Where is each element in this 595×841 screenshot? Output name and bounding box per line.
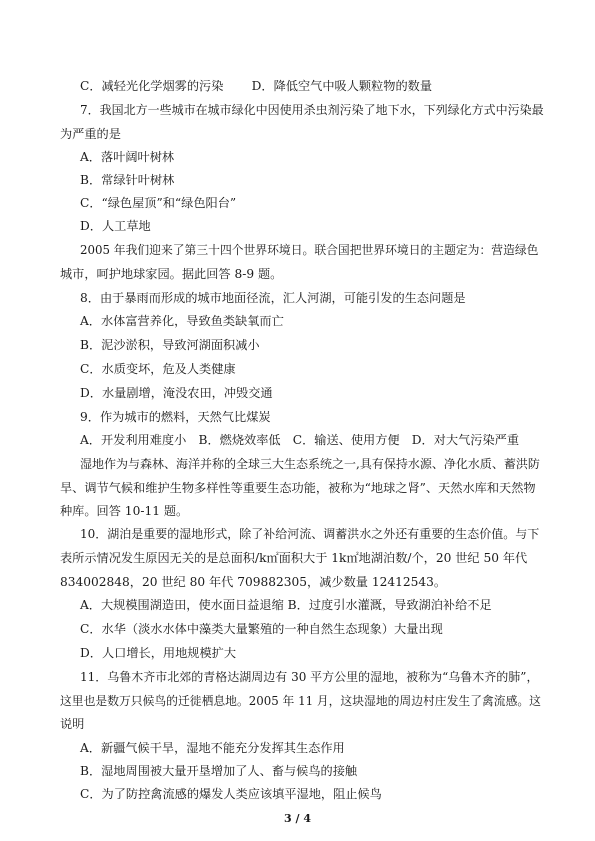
question-10-line-3: 834002848，20 世纪 80 年代 709882305，减少数量 12412543。 <box>60 575 447 589</box>
option-b: B．泥沙淤积，导致河湖面积减小 <box>80 338 260 352</box>
question-11-line-1: 11．乌鲁木齐市北郊的青格达湖周边有 30 平方公里的湿地，被称为“乌鲁木齐的肺”， <box>80 670 539 684</box>
option-a: A．水体富营养化，导致鱼类缺氧而亡 <box>80 314 284 328</box>
question-8: 8．由于暴雨而形成的城市地面径流，汇人河湖，可能引发的生态问题是 <box>80 291 466 305</box>
page-number: 3 / 4 <box>284 812 311 825</box>
option-a: A．落叶阔叶树林 <box>80 150 175 164</box>
option-b: B．常绿针叶树林 <box>80 173 175 187</box>
question-11-line-3: 说明 <box>60 717 85 731</box>
option-b: B．湿地周围被大量开垦增加了人、畜与候鸟的接触 <box>80 764 358 778</box>
passage-2-line-1: 湿地作为与森林、海洋并称的全球三大生态系统之一,具有保持水源、净化水质、蓄洪防 <box>80 457 540 471</box>
option-d: D．水量剧增，淹没农田，冲毁交通 <box>80 386 273 400</box>
question-7-line-2: 为严重的是 <box>60 127 121 141</box>
question-9: 9．作为城市的燃料，天然气比煤炭 <box>80 410 271 424</box>
option-c: C．水华（淡水水体中藻类大量繁殖的一种自然生态现象）大量出现 <box>80 622 443 636</box>
passage-2-line-2: 旱、调节气候和维护生物多样性等重要生态功能，被称为“地球之肾”、天然水库和天然物 <box>60 481 536 495</box>
option-c: C．为了防控禽流感的爆发人类应该填平湿地，阻止候鸟 <box>80 787 382 801</box>
option-d: D．人工草地 <box>80 219 151 233</box>
passage-2-line-3: 种库。回答 10-11 题。 <box>60 504 189 518</box>
question-7-line-1: 7．我国北方一些城市在城市绿化中因使用杀虫剂污染了地下水，下列绿化方式中污染最 <box>80 103 544 117</box>
option-c: C．“绿色屋顶”和“绿色阳台” <box>80 196 237 210</box>
question-9-options: A．开发利用难度小 B．燃烧效率低 C．输送、使用方便 D．对大气污染严重 <box>80 433 520 447</box>
option-a: A．新疆气候干旱，湿地不能充分发挥其生态作用 <box>80 741 345 755</box>
passage-1-line-1: 2005 年我们迎来了第三十四个世界环境日。联合国把世界环境日的主题定为：营造绿色 <box>80 243 539 257</box>
question-10-line-1: 10．湖泊是重要的湿地形式，除了补给河流、调蓄洪水之外还有重要的生态价值。与下 <box>80 527 540 541</box>
option-c: C．水质变坏，危及人类健康 <box>80 362 236 376</box>
question-11-line-2: 这里也是数万只候鸟的迁徙栖息地。2005 年 11 月，这块湿地的周边村庄发生了禽流感。这 <box>60 694 541 708</box>
option-a-b: A．大规模围湖造田，使水面日益退缩 B．过度引水灌溉，导致湖泊补给不足 <box>80 598 492 612</box>
option-c-line: C．减轻光化学烟雾的污染 D．降低空气中吸人颗粒物的数量 <box>80 79 433 93</box>
option-d: D．人口增长，用地规模扩大 <box>80 646 237 660</box>
passage-1-line-2: 城市，呵护地球家园。据此回答 8-9 题。 <box>60 267 283 281</box>
question-10-line-2: 表所示情况发生原因无关的是总面积/k㎡面积大于 1k㎡地湖泊数/个，20 世纪 50 年代 <box>60 551 528 565</box>
